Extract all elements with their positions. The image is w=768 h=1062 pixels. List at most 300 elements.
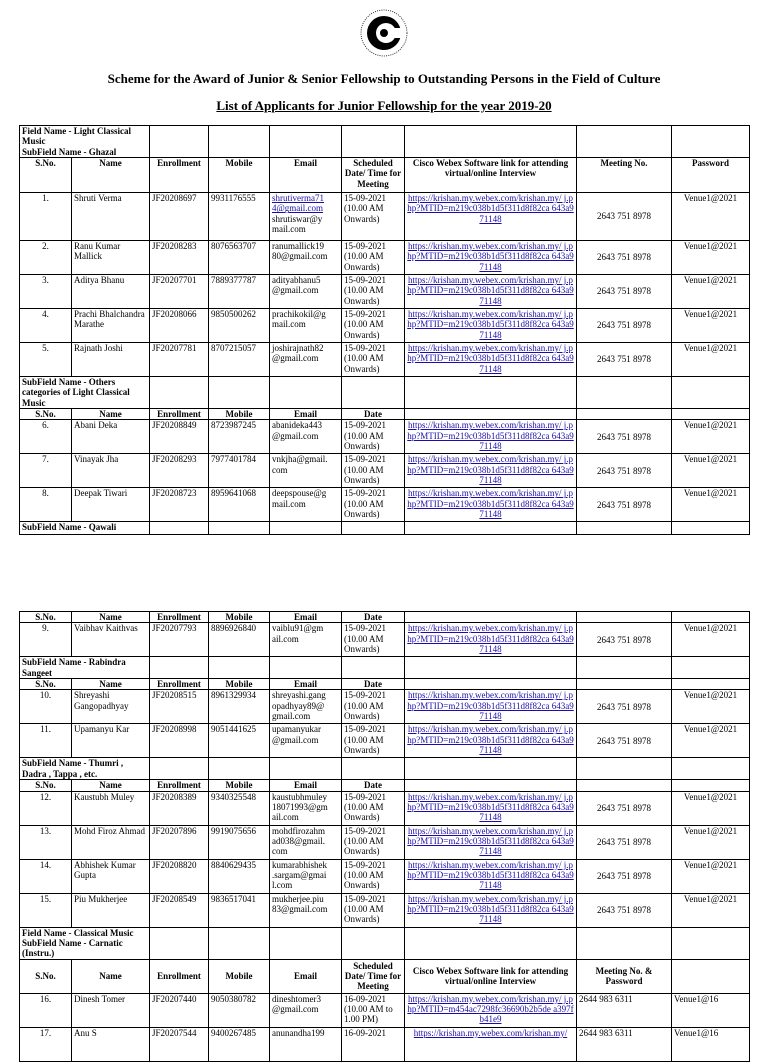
webex-link[interactable]: https://krishan.my.webex.com/krishan.my/ (405, 1027, 577, 1061)
applicant-name: Dinesh Tomer (72, 993, 150, 1027)
column-header-row (20, 959, 750, 993)
email-address: deepspouse@g mail.com (272, 488, 327, 509)
webex-link[interactable]: https://krishan.my.webex.com/krishan.my/ j.php?MTID=m219c038b1d5f311d8f82ca 643a971148 (405, 893, 577, 927)
column-header: Email (270, 780, 342, 791)
column-header: S.No. (20, 959, 72, 993)
email-address: joshirajnath82 @gmail.com (272, 343, 324, 364)
meeting-number: 2644 983 6311 (577, 993, 672, 1027)
mobile-number: 8896926840 (209, 623, 270, 657)
meeting-date: 15-09-2021 (10.00 AM Onwards) (342, 825, 405, 859)
serial-number: 2. (20, 241, 72, 275)
email-address: vaiblu91@gm ail.com (272, 623, 324, 644)
webex-link[interactable]: https://krishan.my.webex.com/krishan.my/ j.php?MTID=m219c038b1d5f311d8f82ca 643a971148 (405, 309, 577, 343)
column-header: Date (342, 780, 405, 791)
email-address: shreyashi.gang opadhyay89@ gmail.com (272, 690, 326, 722)
serial-number: 6. (20, 420, 72, 454)
mobile-number: 9836517041 (209, 893, 270, 927)
group-header-row (20, 758, 750, 780)
meeting-password: Venue1@16 (672, 1027, 750, 1061)
enrollment-number: JF20208066 (150, 309, 209, 343)
email-address: kaustubhmuley 18071993@gm ail.com (272, 791, 328, 823)
meeting-date: 15-09-2021 (10.00 AM Onwards) (342, 859, 405, 893)
column-header: Date (342, 679, 405, 690)
webex-link[interactable]: https://krishan.my.webex.com/krishan.my/ j.php?MTID=m219c038b1d5f311d8f82ca 643a971148 (405, 791, 577, 825)
serial-number: 8. (20, 488, 72, 522)
empty-cell (342, 522, 405, 535)
enrollment-number: JF20207544 (150, 1027, 209, 1061)
mobile-number: 8961329934 (209, 690, 270, 724)
empty-cell (270, 377, 342, 409)
serial-number: 17. (20, 1027, 72, 1061)
meeting-number: 2643 751 8978 (577, 623, 672, 657)
column-header: S.No. (20, 158, 72, 193)
applicant-name: Anu S (72, 1027, 150, 1061)
applicant-name: Aditya Bhanu (72, 275, 150, 309)
applicants-table-1 (19, 125, 750, 535)
meeting-number: 2643 751 8978 (577, 241, 672, 275)
serial-number: 13. (20, 825, 72, 859)
email-cell (270, 724, 342, 758)
meeting-password: Venue1@2021 (672, 343, 750, 377)
enrollment-number: JF20208849 (150, 420, 209, 454)
enrollment-number: JF20207781 (150, 343, 209, 377)
empty-cell (150, 657, 209, 679)
column-header: Name (72, 679, 150, 690)
empty-cell (150, 126, 209, 158)
meeting-date: 15-09-2021 (10.00 AM Onwards) (342, 343, 405, 377)
meeting-date: 15-09-2021 (10.00 AM Onwards) (342, 488, 405, 522)
column-header: Email (270, 679, 342, 690)
meeting-password: Venue1@2021 (672, 488, 750, 522)
column-header: Name (72, 780, 150, 791)
enrollment-number: JF20207896 (150, 825, 209, 859)
webex-link[interactable]: https://krishan.my.webex.com/krishan.my/ j.php?MTID=m454ac7298fc36690b2b5de a397fb41e9 (405, 993, 577, 1027)
webex-link[interactable]: https://krishan.my.webex.com/krishan.my/ j.php?MTID=m219c038b1d5f311d8f82ca 643a971148 (405, 454, 577, 488)
empty-cell (672, 927, 750, 959)
empty-cell (270, 927, 342, 959)
email-cell (270, 454, 342, 488)
email-address-alt: shrutiswar@y mail.com (272, 213, 323, 235)
meeting-number: 2643 751 8978 (577, 193, 672, 241)
enrollment-number: JF20208697 (150, 193, 209, 241)
meeting-password: Venue1@2021 (672, 623, 750, 657)
serial-number: 3. (20, 275, 72, 309)
field-name: Field Name - Classical Music (22, 927, 134, 938)
meeting-password: Venue1@2021 (672, 690, 750, 724)
column-header: Enrollment (150, 780, 209, 791)
column-header-row (20, 679, 750, 690)
email-address: anunandha199 (272, 1027, 325, 1038)
applicant-name: Prachi Bhalchandra Marathe (72, 309, 150, 343)
applicant-name: Abhishek Kumar Gupta (72, 859, 150, 893)
empty-cell (150, 377, 209, 409)
mobile-number: 8076563707 (209, 241, 270, 275)
table-row (20, 275, 750, 309)
meeting-password: Venue1@2021 (672, 275, 750, 309)
meeting-number: 2643 751 8978 (577, 454, 672, 488)
meeting-date: 15-09-2021 (10.00 AM Onwards) (342, 623, 405, 657)
meeting-date: 15-09-2021 (10.00 AM Onwards) (342, 454, 405, 488)
mobile-number: 9919075656 (209, 825, 270, 859)
group-label: SubField Name - Qawali (20, 522, 150, 535)
field-name: Field Name - Light Classical Music (22, 126, 131, 147)
empty-cell (209, 758, 270, 780)
email-address: adityabhanu5 @gmail.com (272, 275, 321, 296)
applicant-name: Ranu Kumar Mallick (72, 241, 150, 275)
email-cell (270, 241, 342, 275)
meeting-date: 15-09-2021 (10.00 AM Onwards) (342, 420, 405, 454)
table-row (20, 690, 750, 724)
group-label (20, 126, 150, 158)
empty-cell (342, 126, 405, 158)
empty-cell (405, 126, 577, 158)
mobile-number: 9051441625 (209, 724, 270, 758)
serial-number: 7. (20, 454, 72, 488)
empty-cell (577, 758, 672, 780)
serial-number: 11. (20, 724, 72, 758)
mobile-number: 8707215057 (209, 343, 270, 377)
email-address: prachikokil@g mail.com (272, 309, 326, 330)
column-header: Email (270, 612, 342, 623)
enrollment-number: JF20208998 (150, 724, 209, 758)
table-row (20, 193, 750, 241)
mobile-number: 8840629435 (209, 859, 270, 893)
webex-link[interactable]: https://krishan.my.webex.com/krishan.my/ j.php?MTID=m219c038b1d5f311d8f82ca 643a971148 (405, 623, 577, 657)
column-header: S.No. (20, 679, 72, 690)
empty-cell (577, 377, 672, 409)
column-header: Enrollment (150, 612, 209, 623)
meeting-date: 16-09-2021 (342, 1027, 405, 1061)
empty-cell (405, 409, 577, 420)
empty-cell (270, 522, 342, 535)
column-header-row (20, 158, 750, 193)
page-subtitle: List of Applicants for Junior Fellowship for the year 2019-20 (216, 98, 552, 113)
column-header: S.No. (20, 780, 72, 791)
empty-cell (577, 657, 672, 679)
mobile-number: 9340325548 (209, 791, 270, 825)
table-row (20, 893, 750, 927)
empty-cell (209, 377, 270, 409)
column-header: Scheduled Date/ Time for Meeting (342, 158, 405, 193)
empty-cell (342, 377, 405, 409)
empty-cell (672, 522, 750, 535)
empty-cell (209, 657, 270, 679)
enrollment-number: JF20208820 (150, 859, 209, 893)
column-header: Date (342, 612, 405, 623)
empty-cell (577, 780, 672, 791)
empty-cell (209, 927, 270, 959)
meeting-number: 2644 983 6311 (577, 1027, 672, 1061)
column-header: Cisco Webex Software link for attending virtual/online Interview (405, 959, 577, 993)
mobile-number: 9850500262 (209, 309, 270, 343)
email-cell (270, 193, 342, 241)
group-header-row (20, 657, 750, 679)
empty-cell (405, 522, 577, 535)
email-cell (270, 1027, 342, 1061)
applicant-name: Deepak Tiwari (72, 488, 150, 522)
email-cell (270, 343, 342, 377)
enrollment-number: JF20208389 (150, 791, 209, 825)
empty-cell (270, 126, 342, 158)
empty-cell (577, 612, 672, 623)
serial-number: 14. (20, 859, 72, 893)
email-cell (270, 309, 342, 343)
email-cell (270, 825, 342, 859)
enrollment-number: JF20208723 (150, 488, 209, 522)
subfield-name: SubField Name - Carnatic (Instru.) (22, 938, 123, 959)
email-cell (270, 859, 342, 893)
table-row (20, 791, 750, 825)
column-header: Enrollment (150, 158, 209, 193)
enrollment-number: JF20207440 (150, 993, 209, 1027)
column-header: Cisco Webex Software link for attending virtual/online Interview (405, 158, 577, 193)
empty-cell (672, 679, 750, 690)
table-row (20, 454, 750, 488)
column-header: Enrollment (150, 959, 209, 993)
meeting-password: Venue1@2021 (672, 791, 750, 825)
email-address: abanideka443 @gmail.com (272, 420, 322, 441)
column-header: Name (72, 612, 150, 623)
table-row (20, 343, 750, 377)
empty-cell (342, 758, 405, 780)
group-label: SubField Name - Thumri , Dadra , Tappa , etc. (20, 758, 150, 780)
group-header-row (20, 927, 750, 959)
table-row (20, 420, 750, 454)
email-address[interactable]: shrutiverma71 4@gmail.com (272, 193, 324, 214)
meeting-number: 2643 751 8978 (577, 488, 672, 522)
enrollment-number: JF20208515 (150, 690, 209, 724)
webex-link[interactable]: https://krishan.my.webex.com/krishan.my/ j.php?MTID=m219c038b1d5f311d8f82ca 643a971148 (405, 859, 577, 893)
serial-number: 15. (20, 893, 72, 927)
column-header: Mobile (209, 679, 270, 690)
webex-link[interactable]: https://krishan.my.webex.com/krishan.my/ j.php?MTID=m219c038b1d5f311d8f82ca 643a971148 (405, 193, 577, 241)
mobile-number: 9400267485 (209, 1027, 270, 1061)
meeting-date: 16-09-2021 (10.00 AM to 1.00 PM) (342, 993, 405, 1027)
column-header-row (20, 780, 750, 791)
serial-number: 9. (20, 623, 72, 657)
column-header: Mobile (209, 780, 270, 791)
meeting-password: Venue1@16 (672, 993, 750, 1027)
table-row (20, 993, 750, 1027)
empty-cell (405, 927, 577, 959)
serial-number: 12. (20, 791, 72, 825)
applicants-table-2 (19, 611, 750, 1062)
empty-cell (405, 657, 577, 679)
email-cell (270, 993, 342, 1027)
serial-number: 1. (20, 193, 72, 241)
empty-cell (672, 126, 750, 158)
email-address: vnkjha@gmail. com (272, 454, 328, 475)
meeting-date: 15-09-2021 (10.00 AM Onwards) (342, 690, 405, 724)
empty-cell (577, 126, 672, 158)
column-header: Enrollment (150, 679, 209, 690)
column-header: Name (72, 959, 150, 993)
email-cell (270, 275, 342, 309)
meeting-password: Venue1@2021 (672, 893, 750, 927)
mobile-number: 8959641068 (209, 488, 270, 522)
table-row (20, 623, 750, 657)
enrollment-number: JF20208283 (150, 241, 209, 275)
column-header: Name (72, 158, 150, 193)
column-header: Email (270, 959, 342, 993)
webex-link[interactable]: https://krishan.my.webex.com/krishan.my/ j.php?MTID=m219c038b1d5f311d8f82ca 643a971148 (405, 488, 577, 522)
serial-number: 10. (20, 690, 72, 724)
email-cell (270, 420, 342, 454)
meeting-number: 2643 751 8978 (577, 724, 672, 758)
column-header: Password (672, 158, 750, 193)
meeting-number: 2643 751 8978 (577, 343, 672, 377)
column-header: Mobile (209, 959, 270, 993)
empty-cell (209, 126, 270, 158)
ministry-logo (355, 8, 413, 58)
webex-link[interactable]: https://krishan.my.webex.com/krishan.my/ j.php?MTID=m219c038b1d5f311d8f82ca 643a971148 (405, 420, 577, 454)
group-label: SubField Name - Others categories of Light Classical Music (20, 377, 150, 409)
table-row (20, 1027, 750, 1061)
enrollment-number: JF20208293 (150, 454, 209, 488)
serial-number: 16. (20, 993, 72, 1027)
webex-link[interactable]: https://krishan.my.webex.com/krishan.my/ j.php?MTID=m219c038b1d5f311d8f82ca 643a971148 (405, 343, 577, 377)
meeting-password: Venue1@2021 (672, 193, 750, 241)
meeting-date: 15-09-2021 (10.00 AM Onwards) (342, 241, 405, 275)
email-cell (270, 623, 342, 657)
table-row (20, 241, 750, 275)
column-header: Mobile (209, 409, 270, 420)
meeting-number: 2643 751 8978 (577, 859, 672, 893)
meeting-password: Venue1@2021 (672, 825, 750, 859)
table-row (20, 825, 750, 859)
empty-cell (270, 758, 342, 780)
email-cell (270, 791, 342, 825)
applicant-name: Rajnath Joshi (72, 343, 150, 377)
meeting-date: 15-09-2021 (10.00 AM Onwards) (342, 893, 405, 927)
empty-cell (672, 758, 750, 780)
table-row (20, 724, 750, 758)
applicant-name: Mohd Firoz Ahmad (72, 825, 150, 859)
email-address: mukherjee.piu 83@gmail.com (272, 893, 328, 915)
empty-cell (577, 927, 672, 959)
subfield-name: SubField Name - Ghazal (22, 146, 117, 157)
empty-cell (577, 409, 672, 420)
enrollment-number: JF20207793 (150, 623, 209, 657)
meeting-date: 15-09-2021 (10.00 AM Onwards) (342, 275, 405, 309)
group-header-row (20, 522, 750, 535)
meeting-password: Venue1@2021 (672, 724, 750, 758)
table-row (20, 488, 750, 522)
table-row (20, 309, 750, 343)
empty-cell (342, 657, 405, 679)
enrollment-number: JF20207701 (150, 275, 209, 309)
column-header: Mobile (209, 612, 270, 623)
empty-cell (270, 657, 342, 679)
meeting-password: Venue1@2021 (672, 454, 750, 488)
group-header-row (20, 377, 750, 409)
meeting-password: Venue1@2021 (672, 241, 750, 275)
meeting-date: 15-09-2021 (10.00 AM Onwards) (342, 791, 405, 825)
column-header: S.No. (20, 409, 72, 420)
group-header-row (20, 126, 750, 158)
applicant-name: Vaibhav Kaithvas (72, 623, 150, 657)
empty-cell (405, 758, 577, 780)
applicant-name: Vinayak Jha (72, 454, 150, 488)
webex-link[interactable]: https://krishan.my.webex.com/krishan.my/ j.php?MTID=m219c038b1d5f311d8f82ca 643a971148 (405, 690, 577, 724)
email-cell (270, 893, 342, 927)
empty-cell (577, 679, 672, 690)
meeting-number: 2643 751 8978 (577, 893, 672, 927)
column-header: Name (72, 409, 150, 420)
webex-link[interactable]: https://krishan.my.webex.com/krishan.my/ j.php?MTID=m219c038b1d5f311d8f82ca 643a971148 (405, 275, 577, 309)
email-address: ranumallick19 80@gmail.com (272, 241, 328, 262)
empty-cell (405, 612, 577, 623)
empty-cell (342, 927, 405, 959)
page-title: Scheme for the Award of Junior & Senior Fellowship to Outstanding Persons in the Field of Culture (107, 71, 661, 86)
applicant-name: Upamanyu Kar (72, 724, 150, 758)
group-label: SubField Name - Rabindra Sangeet (20, 657, 150, 679)
group-label (20, 927, 150, 959)
email-address: mohdfirozahm ad038@gmail. com (272, 825, 326, 857)
column-header: Scheduled Date/ Time for Meeting (342, 959, 405, 993)
serial-number: 5. (20, 343, 72, 377)
applicant-name: Kaustubh Muley (72, 791, 150, 825)
empty-cell (150, 927, 209, 959)
meeting-number: 2643 751 8978 (577, 791, 672, 825)
email-address: dineshtomer3 @gmail.com (272, 993, 321, 1015)
email-cell (270, 690, 342, 724)
mobile-number: 9050380782 (209, 993, 270, 1027)
empty-cell (672, 959, 750, 993)
empty-cell (672, 377, 750, 409)
webex-link[interactable]: https://krishan.my.webex.com/krishan.my/ j.php?MTID=m219c038b1d5f311d8f82ca 643a971148 (405, 241, 577, 275)
applicant-name: Shruti Verma (72, 193, 150, 241)
empty-cell (672, 612, 750, 623)
meeting-password: Venue1@2021 (672, 420, 750, 454)
webex-link[interactable]: https://krishan.my.webex.com/krishan.my/ j.php?MTID=m219c038b1d5f311d8f82ca 643a971148 (405, 724, 577, 758)
meeting-date: 15-09-2021 (10.00 AM Onwards) (342, 193, 405, 241)
meeting-date: 15-09-2021 (10.00 AM Onwards) (342, 724, 405, 758)
email-address: upamanyukar @gmail.com (272, 724, 321, 745)
enrollment-number: JF20208549 (150, 893, 209, 927)
empty-cell (672, 657, 750, 679)
empty-cell (405, 679, 577, 690)
serial-number: 4. (20, 309, 72, 343)
column-header: Email (270, 158, 342, 193)
empty-cell (405, 377, 577, 409)
meeting-date: 15-09-2021 (10.00 AM Onwards) (342, 309, 405, 343)
webex-link[interactable]: https://krishan.my.webex.com/krishan.my/ j.php?MTID=m219c038b1d5f311d8f82ca 643a971148 (405, 825, 577, 859)
mobile-number: 8723987245 (209, 420, 270, 454)
meeting-password: Venue1@2021 (672, 859, 750, 893)
empty-cell (577, 522, 672, 535)
mobile-number: 7977401784 (209, 454, 270, 488)
meeting-number: 2643 751 8978 (577, 275, 672, 309)
empty-cell (150, 758, 209, 780)
empty-cell (405, 780, 577, 791)
email-cell (270, 488, 342, 522)
column-header: Mobile (209, 158, 270, 193)
applicant-name: Piu Mukherjee (72, 893, 150, 927)
meeting-number: 2643 751 8978 (577, 690, 672, 724)
column-header: Date (342, 409, 405, 420)
table-row (20, 859, 750, 893)
email-address: kumarabhishek .sargam@gmai l.com (272, 859, 327, 891)
empty-cell (150, 522, 209, 535)
column-header-row (20, 612, 750, 623)
meeting-password: Venue1@2021 (672, 309, 750, 343)
column-header: Enrollment (150, 409, 209, 420)
column-header: Meeting No. & Password (577, 959, 672, 993)
mobile-number: 7889377787 (209, 275, 270, 309)
meeting-number: 2643 751 8978 (577, 420, 672, 454)
column-header: S.No. (20, 612, 72, 623)
